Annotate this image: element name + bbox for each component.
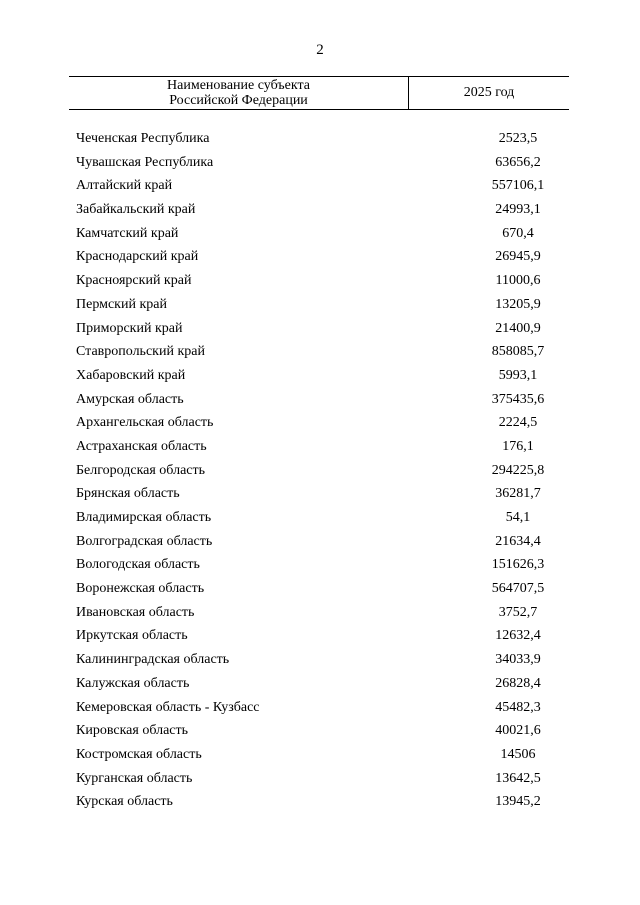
region-name: Воронежская область [76,581,205,597]
region-value: 294225,8 [491,462,545,478]
region-name: Камчатский край [76,225,179,241]
region-value: 5993,1 [498,367,538,383]
region-value: 375435,6 [491,391,545,407]
region-value: 176,1 [502,438,534,454]
table-row [0,530,640,554]
region-name: Кировская область [76,723,189,739]
region-column-header [69,77,409,109]
table-row [0,340,640,364]
table-row [0,719,640,743]
table-row [0,767,640,791]
region-value: 2523,5 [498,131,538,146]
region-name: Архангельская область [76,415,214,431]
region-value: 564707,5 [491,581,545,597]
table-row [0,411,640,435]
region-name: Алтайский край [76,178,173,194]
region-name: Пермский край [76,296,167,312]
table-row [0,506,640,530]
region-name: Забайкальский край [76,202,196,218]
region-value: 21634,4 [495,533,541,549]
table-row [0,127,640,151]
table-row [0,364,640,388]
table-row [0,648,640,672]
region-value: 36281,7 [495,486,541,502]
table-row [0,317,640,341]
table-row [0,601,640,625]
region-value: 2224,5 [498,415,538,431]
table-row [0,696,640,720]
region-name: Амурская область [76,391,184,407]
region-value: 670,4 [502,225,534,241]
table-row [0,435,640,459]
region-value: 34033,9 [495,652,541,668]
region-name: Приморский край [76,320,183,336]
region-value: 3752,7 [498,604,538,620]
table-row [0,293,640,317]
region-name: Калужская область [76,675,190,691]
page-number: 2 [316,42,324,58]
region-value: 63656,2 [495,154,541,170]
region-name: Кемеровская область - Кузбасс [76,699,260,715]
region-name: Ивановская область [76,604,195,620]
region-value: 557106,1 [491,178,545,194]
region-header-line-2: Российской Федерации [169,93,308,108]
table-header [69,76,569,110]
table-row [0,151,640,175]
region-value: 151626,3 [491,557,545,573]
region-header-line-1: Наименование субъекта [167,78,310,93]
region-value: 13945,2 [495,794,541,810]
table-row [0,222,640,246]
region-name: Хабаровский край [76,367,186,383]
region-value: 13205,9 [495,296,541,312]
table-row [0,269,640,293]
region-value: 26828,4 [495,675,541,691]
region-name: Вологодская область [76,557,200,573]
region-value: 14506 [500,746,536,762]
region-name: Курская область [76,794,173,810]
region-value: 24993,1 [495,202,541,218]
region-name: Красноярский край [76,273,192,289]
region-value: 11000,6 [495,273,541,289]
region-name: Костромская область [76,746,202,762]
region-name: Курганская область [76,770,193,786]
region-name: Брянская область [76,486,180,502]
region-value: 13642,5 [495,770,541,786]
region-value: 858085,7 [491,344,545,360]
region-value: 12632,4 [495,628,541,644]
region-name: Ставропольский край [76,344,205,360]
table-row [0,672,640,696]
table-row [0,790,640,814]
region-name: Белгородская область [76,462,206,478]
table-row [0,174,640,198]
table-row [0,198,640,222]
region-name: Краснодарский край [76,249,199,265]
region-name: Калининградская область [76,652,230,668]
region-value: 54,1 [505,510,531,525]
region-name: Владимирская область [76,510,212,525]
year-column-header: 2025 год [463,85,515,100]
region-name: Чеченская Республика [76,131,210,146]
region-value: 40021,6 [495,723,541,739]
table-row [0,245,640,269]
table-row [0,459,640,483]
table-row [0,482,640,506]
table-body [0,127,640,814]
region-name: Волгоградская область [76,533,213,549]
region-name: Иркутская область [76,628,188,644]
table-row [0,624,640,648]
table-row [0,743,640,767]
table-row [0,577,640,601]
region-value: 26945,9 [495,249,541,265]
region-name: Чувашская Республика [76,154,214,170]
region-value: 45482,3 [495,699,541,715]
region-name: Астраханская область [76,438,207,454]
table-row [0,388,640,412]
table-row [0,553,640,577]
region-value: 21400,9 [495,320,541,336]
